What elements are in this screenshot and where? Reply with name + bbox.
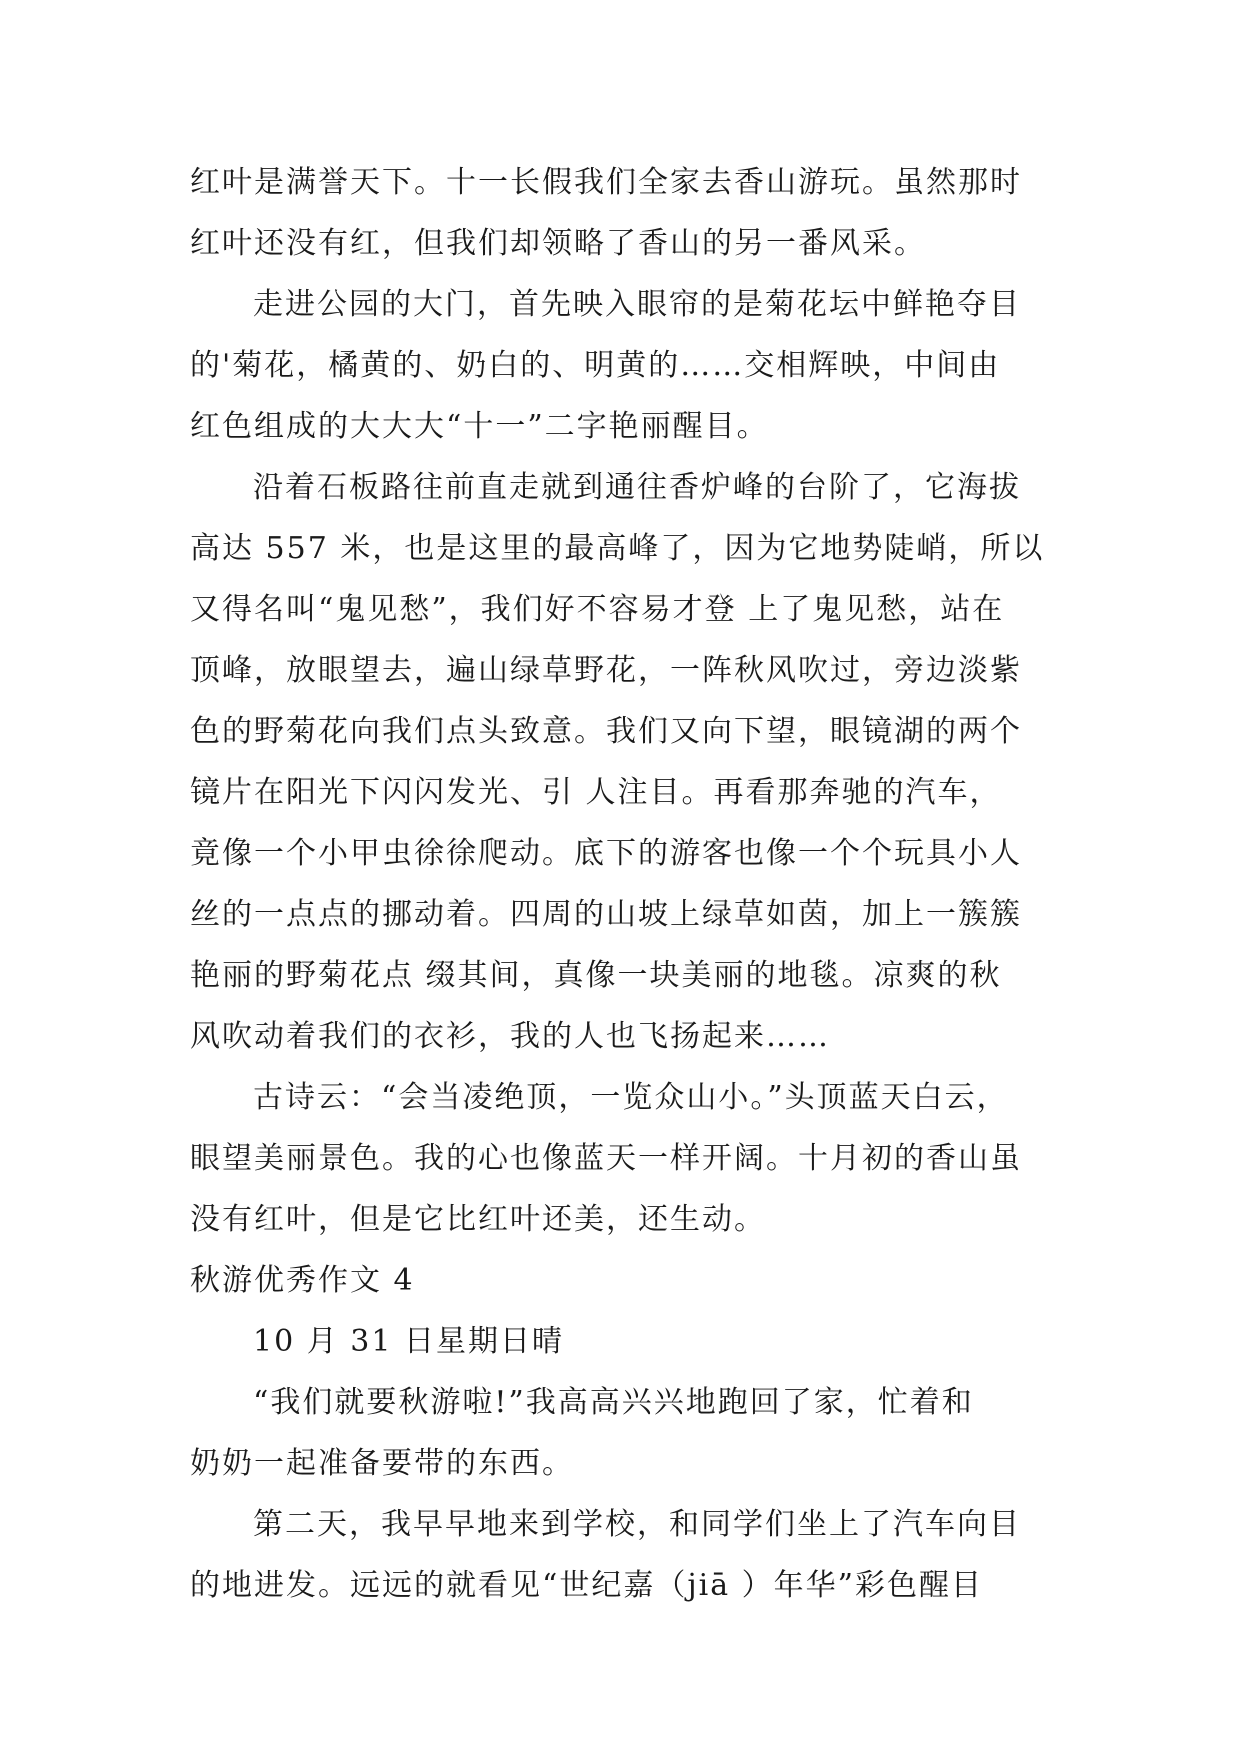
text-line: “我们就要秋游啦!”我高高兴兴地跑回了家，忙着和	[253, 1385, 974, 1420]
text-line: 眼望美丽景色。我的心也像蓝天一样开阔。十月初的香山虽	[190, 1141, 1022, 1176]
text-line: 镜片在阳光下闪闪发光、引 人注目。再看那奔驰的汽车，	[190, 775, 1002, 810]
paragraph	[190, 1067, 1070, 1250]
text-line: 没有红叶，但是它比红叶还美，还生动。	[190, 1202, 766, 1237]
text-line: 红叶还没有红，但我们却领略了香山的另一番风采。	[190, 226, 926, 261]
text-line: 红色组成的大大大“十一”二字艳丽醒目。	[190, 409, 769, 444]
paragraph	[190, 274, 1070, 457]
text-line: 走进公园的大门，首先映入眼帘的是菊花坛中鲜艳夺目	[253, 287, 1021, 322]
text-line: 的地进发。远远的就看见“世纪嘉（jiā ）年华”彩色醒目	[190, 1568, 983, 1603]
text-line: 艳丽的野菊花点 缀其间，真像一块美丽的地毯。凉爽的秋	[190, 958, 1002, 993]
text-line: 沿着石板路往前直走就到通往香炉峰的台阶了，它海拔	[253, 470, 1021, 505]
section-title: 秋游优秀作文 4	[190, 1263, 415, 1298]
text-line: 顶峰，放眼望去，遍山绿草野花，一阵秋风吹过，旁边淡紫	[190, 653, 1022, 688]
text-line: 古诗云：“会当凌绝顶，一览众山小。”头顶蓝天白云，	[253, 1080, 1009, 1115]
text-line: 又得名叫“鬼见愁”，我们好不容易才登 上了鬼见愁，站在	[190, 592, 1005, 627]
date-line: 10 月 31 日星期日晴	[253, 1324, 564, 1359]
text-line: 色的野菊花向我们点头致意。我们又向下望，眼镜湖的两个	[190, 714, 1022, 749]
text-line: 风吹动着我们的衣衫，我的人也飞扬起来……	[190, 1019, 830, 1054]
text-line: 的'菊花，橘黄的、奶白的、明黄的……交相辉映，中间由	[190, 348, 1001, 383]
text-line: 第二天，我早早地来到学校，和同学们坐上了汽车向目	[253, 1507, 1021, 1542]
paragraph	[190, 457, 1070, 1067]
text-line: 奶奶一起准备要带的东西。	[190, 1446, 574, 1481]
paragraph	[190, 152, 1070, 274]
paragraph	[190, 1372, 1070, 1494]
text-line: 红叶是满誉天下。十一长假我们全家去香山游玩。虽然那时	[190, 165, 1022, 200]
text-line: 高达 557 米，也是这里的最高峰了，因为它地势陡峭，所以	[190, 531, 1045, 566]
text-line: 竟像一个小甲虫徐徐爬动。底下的游客也像一个个玩具小人	[190, 836, 1022, 871]
text-line: 丝的一点点的挪动着。四周的山坡上绿草如茵，加上一簇簇	[190, 897, 1022, 932]
document-body	[190, 152, 1070, 1616]
paragraph	[190, 1494, 1070, 1616]
